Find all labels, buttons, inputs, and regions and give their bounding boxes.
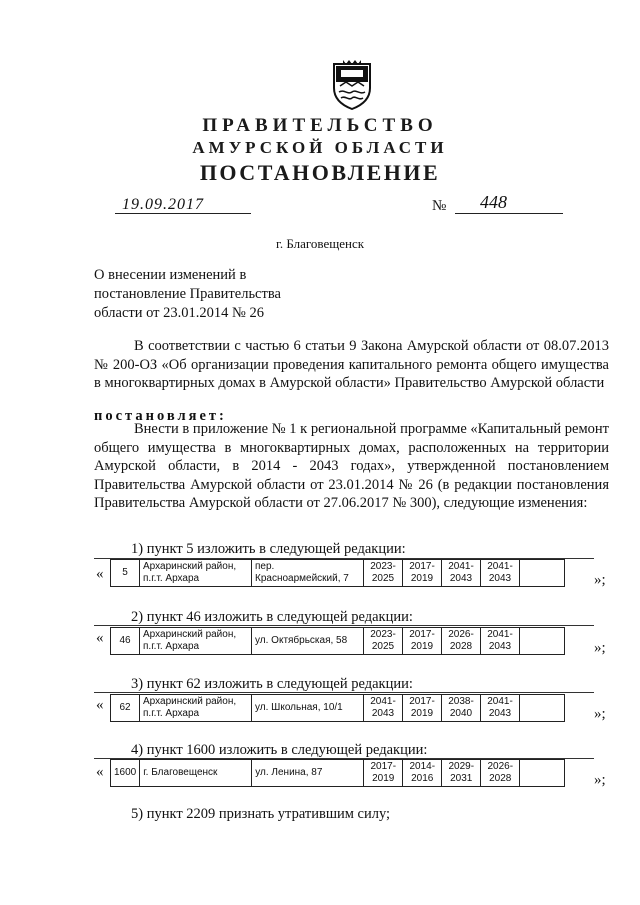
quote-open: «: [96, 697, 104, 713]
row-extra: [520, 695, 565, 722]
row-address: ул. Октябрьская, 58: [252, 628, 364, 655]
document-subject: [94, 266, 281, 323]
item-label: 5) пункт 2209 признать утратившим силу;: [131, 806, 391, 822]
item-label: 1) пункт 5 изложить в следующей редакции:: [131, 541, 406, 557]
city: г. Благовещенск: [275, 236, 365, 251]
row-address: ул. Школьная, 10/1: [252, 695, 364, 722]
document-number: 448: [480, 192, 507, 212]
row-period-4: 2041-2043: [481, 560, 520, 587]
row-locality: Архаринский район, п.г.т. Архара: [140, 560, 252, 587]
main-text: Внести в приложение № 1 к региональной программе «Капитальный ремонт общего имущества в многоквартирных домах, расположенных на территории Амурской области, в 2014 - 2043 годах», утвержденной постановлением Правительства Амурской области от 23.01.2014 № 26 (в редакции постановления Правительства Амурской области от 27.06.2017 № 300), следующие изменения:: [94, 421, 609, 511]
row-period-2: 2017-2019: [403, 628, 442, 655]
subject-line: О внесении изменений в: [94, 267, 247, 283]
quote-close: »;: [594, 772, 606, 788]
row-extra: [520, 760, 565, 787]
subject-line: области от 23.01.2014 № 26: [94, 305, 264, 321]
item-label: 3) пункт 62 изложить в следующей редакции:: [131, 676, 413, 692]
quote-open: «: [96, 764, 104, 780]
item-rule: [94, 692, 594, 693]
row-period-2: 2017-2019: [403, 560, 442, 587]
document-date: 19.09.2017: [122, 196, 204, 213]
row-period-1: 2041-2043: [364, 695, 403, 722]
date-underline: [115, 212, 251, 214]
row-period-2: 2017-2019: [403, 695, 442, 722]
row-period-2: 2014-2016: [403, 760, 442, 787]
government-title: ПРАВИТЕЛЬСТВО: [202, 115, 438, 136]
row-extra: [520, 560, 565, 587]
row-period-3: 2038-2040: [442, 695, 481, 722]
row-period-3: 2026-2028: [442, 628, 481, 655]
program-row-table: [110, 694, 565, 722]
document-type: ПОСТАНОВЛЕНИЕ: [199, 160, 441, 185]
item-rule: [94, 625, 594, 626]
row-period-3: 2029-2031: [442, 760, 481, 787]
row-locality: Архаринский район, п.г.т. Архара: [140, 695, 252, 722]
resolve-word: постановляет:: [94, 408, 227, 424]
row-period-1: 2017-2019: [364, 760, 403, 787]
quote-close: »;: [594, 706, 606, 722]
quote-close: »;: [594, 640, 606, 656]
row-address: пер. Красноармейский, 7: [252, 560, 364, 587]
row-number: 1600: [111, 760, 140, 787]
row-locality: г. Благовещенск: [140, 760, 252, 787]
number-underline: [455, 212, 563, 214]
number-label: №: [432, 198, 447, 214]
main-paragraph: [94, 420, 609, 513]
preamble-paragraph: [94, 337, 609, 393]
row-period-4: 2041-2043: [481, 628, 520, 655]
row-number: 5: [111, 560, 140, 587]
item-label: 2) пункт 46 изложить в следующей редакции:: [131, 609, 413, 625]
program-row-table: [110, 559, 565, 587]
quote-open: «: [96, 566, 104, 582]
row-period-4: 2026-2028: [481, 760, 520, 787]
row-period-3: 2041-2043: [442, 560, 481, 587]
program-row-table: [110, 627, 565, 655]
preamble-text: В соответствии с частью 6 статьи 9 Закона Амурской области от 08.07.2013 № 200-ОЗ «Об организации проведения капитального ремонта общего имущества в многоквартирных домах в Амурской области» Правительство Амурской области: [94, 338, 609, 391]
row-period-4: 2041-2043: [481, 695, 520, 722]
quote-close: »;: [594, 572, 606, 588]
subject-line: постановление Правительства: [94, 286, 281, 302]
coat-of-arms-emblem: [330, 58, 374, 110]
row-period-1: 2023-2025: [364, 560, 403, 587]
item-label: 4) пункт 1600 изложить в следующей редакции:: [131, 742, 428, 758]
row-number: 62: [111, 695, 140, 722]
row-period-1: 2023-2025: [364, 628, 403, 655]
table-row: [111, 695, 565, 722]
program-row-table: [110, 759, 565, 787]
row-locality: Архаринский район, п.г.т. Архара: [140, 628, 252, 655]
row-extra: [520, 628, 565, 655]
table-row: [111, 628, 565, 655]
row-number: 46: [111, 628, 140, 655]
row-address: ул. Ленина, 87: [252, 760, 364, 787]
table-row: [111, 560, 565, 587]
region-title: АМУРСКОЙ ОБЛАСТИ: [192, 138, 448, 157]
table-row: [111, 760, 565, 787]
quote-open: «: [96, 630, 104, 646]
